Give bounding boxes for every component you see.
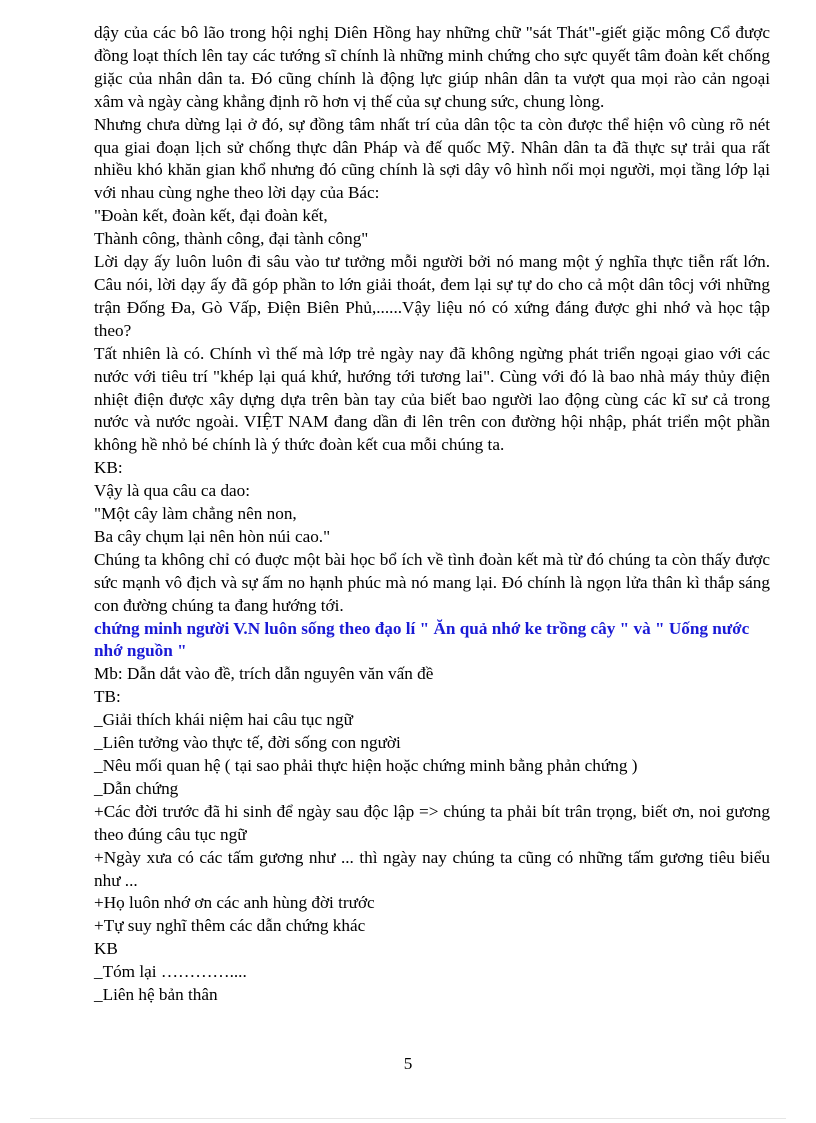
paragraph: Chúng ta không chỉ có đuợc một bài học bổ ích về tình đoàn kết mà từ đó chúng ta còn thấy được sức mạnh vô địch và sự ấm no hạnh phúc mà nó mang lại. Đó chính là ngọn lửa thân kì thắp sáng con đường chúng ta đang hướng tới. [94,549,770,615]
outline-item: _Liên hệ bản thân [94,985,218,1005]
outline-item: TB: [94,687,121,707]
outline-item: _Nêu mối quan hệ ( tại sao phải thực hiện hoặc chứng minh bằng phản chứng ) [94,756,638,775]
section-label: KB: [94,458,123,478]
section-heading: chứng minh người V.N luôn sống theo đạo lí " Ăn quả nhớ ke trồng cây " và " Uống nước nhớ nguồn " [94,618,750,661]
page-number: 5 [403,1054,413,1073]
outline-item: _Giải thích khái niệm hai câu tục ngữ [94,710,353,730]
outline-item: +Tự suy nghĩ thêm các dẫn chứng khác [94,916,366,936]
paragraph: Lời dạy ấy luôn luôn đi sâu vào tư tưởng mỗi người bởi nó mang một ý nghĩa thực tiễn rất lớn. Câu nói, lời dạy ấy đã góp phần to lớn giải thoát, đem lại sự tự do cho cả một dân tôcj với những trận Đống Đa, Gò Vấp, Điện Biên Phủ,......Vậy liệu nó có xứng đáng được ghi nhớ và học tập theo? [94,252,770,340]
text-line: Vậy là qua câu ca dao: [94,481,251,501]
outline-item: _Liên tưởng vào thực tế, đời sống con người [94,733,401,753]
outline-item: _Dẫn chứng [94,778,179,798]
paragraph: Tất nhiên là có. Chính vì thế mà lớp trẻ ngày nay đã không ngừng phát triển ngoại giao với các nước với tiêu trí "khép lại quá khứ, hướng tới tương lai". Cùng với đó là bao nhà máy thủy điện nhiệt điện được xây dựng dựa trên bàn tay của biết bao người lao động cùng các kĩ sư cả trong nước và nước ngoài. VIỆT NAM đang dần đi lên trên con đường hội nhập, phát triển một phần không hề nhỏ bé chính là ý thức đoàn kết cua mỗi chúng ta. [94,343,770,455]
quote-line: "Một cây làm chẳng nên non, [94,504,297,524]
outline-item: +Họ luôn nhớ ơn các anh hùng đời trước [94,893,375,913]
quote-line: Ba cây chụm lại nên hòn núi cao." [94,526,331,546]
evidence-item: +Các đời trước đã hi sinh để ngày sau độc lập => chúng ta phải bít trân trọng, biết ơn, noi gương theo đúng câu tục ngữ [94,801,770,844]
paragraph: dậy của các bô lão trong hội nghị Diên Hồng hay những chữ "sát Thát"-giết giặc mông Cổ được đồng loạt thích lên tay các tướng sĩ chính là những minh chứng cho sực quyết tâm đoàn kết chống giặc của nhân dân ta. Đó cũng chính là động lực giúp nhân dân ta vượt qua mọi rào cản ngoại xâm và ngày càng khẳng định rõ hơn vị thế của sự chung sức, chung lòng. [94,23,770,111]
quote-line: "Đoàn kết, đoàn kết, đại đoàn kết, [94,206,328,226]
outline-item: KB [94,939,118,959]
paragraph: Nhưng chưa dừng lại ở đó, sự đồng tâm nhất trí của dân tộc ta còn được thể hiện vô cùng rõ nét qua giai đoạn lịch sử chống thực dân Pháp và đế quốc Mỹ. Nhân dân ta đã thực sự trải qua rất nhiều khó khăn gian khổ nhưng đó cũng chính là sợi dây vô hình nối mọi người, mọi tầng lớp lại với nhau cùng nghe theo lời dạy của Bác: [94,114,770,203]
evidence-item: +Ngày xưa có các tấm gương như ... thì ngày nay chúng ta cũng có những tấm gương tiêu biểu như ... [94,847,770,890]
document-page [94,22,770,1007]
quote-line: Thành công, thành công, đại tành công" [94,229,369,249]
outline-item: Mb: Dẫn dắt vào đề, trích dẫn nguyên văn vấn đề [94,664,434,684]
outline-item: _Tóm lại ………….... [94,962,247,982]
page-bottom-divider [30,1118,786,1119]
